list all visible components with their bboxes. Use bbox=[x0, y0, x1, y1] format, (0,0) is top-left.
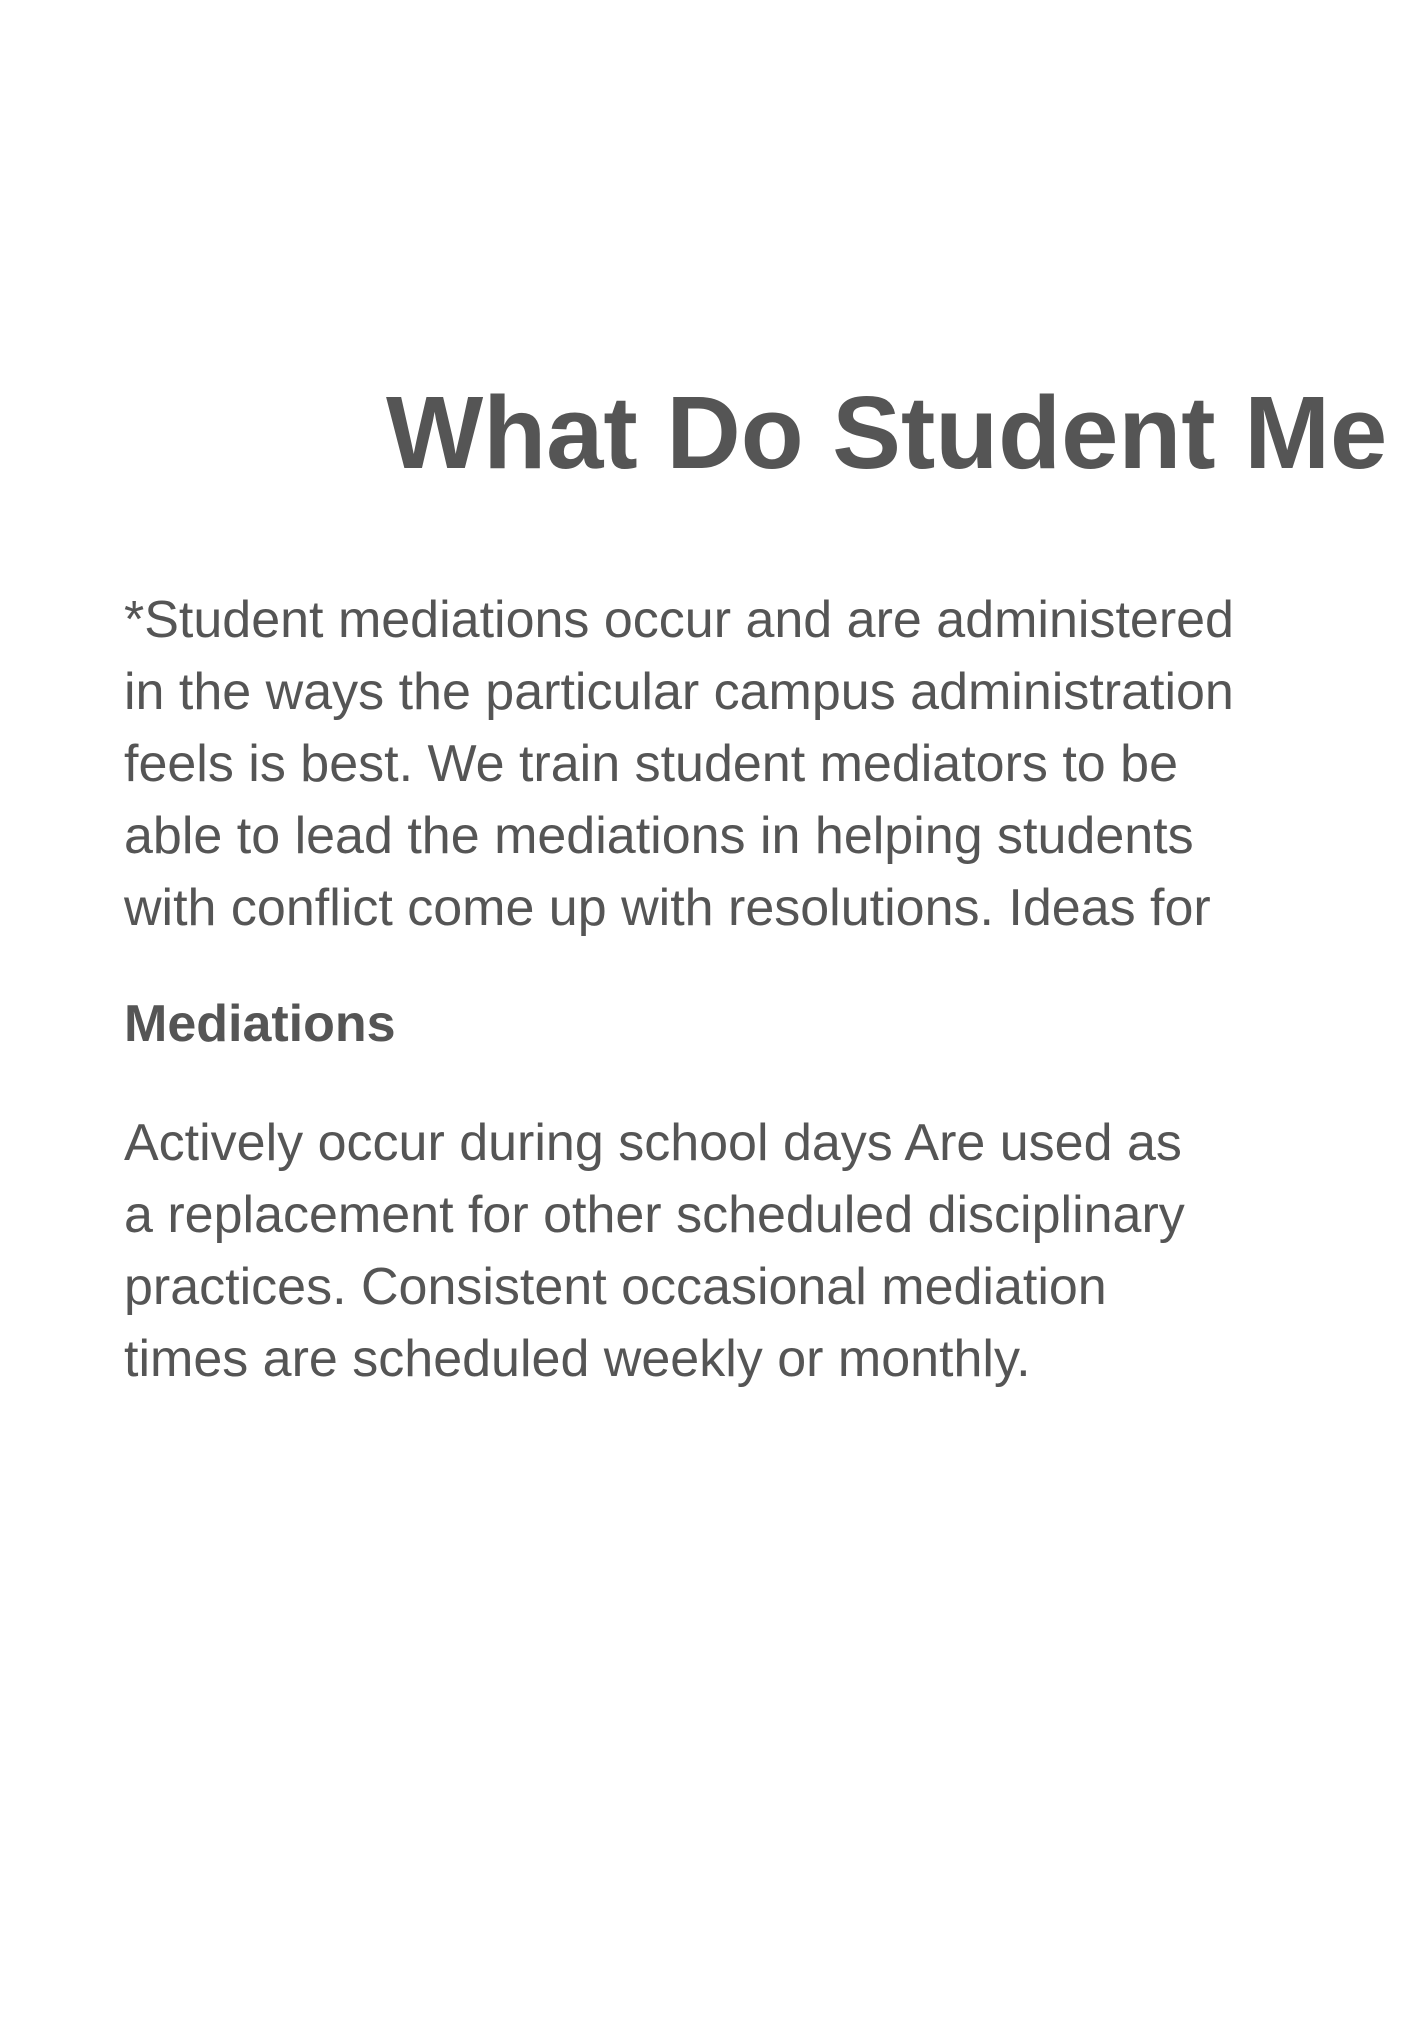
paragraph-line: practices. Consistent occasional mediation bbox=[124, 1258, 1107, 1316]
page-title: What Do Student Me bbox=[386, 375, 1388, 490]
paragraph-line: with conflict come up with resolutions. Ideas for bbox=[124, 879, 1211, 937]
paragraph-line: feels is best. We train student mediators to be bbox=[124, 735, 1179, 793]
section-heading: Mediations bbox=[124, 995, 396, 1053]
paragraph-line: in the ways the particular campus administration bbox=[124, 663, 1234, 721]
paragraph-line: a replacement for other scheduled disciplinary bbox=[124, 1186, 1185, 1244]
paragraph-line: Actively occur during school days Are used as bbox=[124, 1114, 1182, 1172]
details-paragraph bbox=[124, 1107, 1364, 1395]
intro-paragraph bbox=[124, 584, 1364, 944]
paragraph-line: *Student mediations occur and are administered bbox=[124, 591, 1234, 649]
paragraph-line: times are scheduled weekly or monthly. bbox=[124, 1330, 1031, 1388]
paragraph-line: able to lead the mediations in helping students bbox=[124, 807, 1194, 865]
